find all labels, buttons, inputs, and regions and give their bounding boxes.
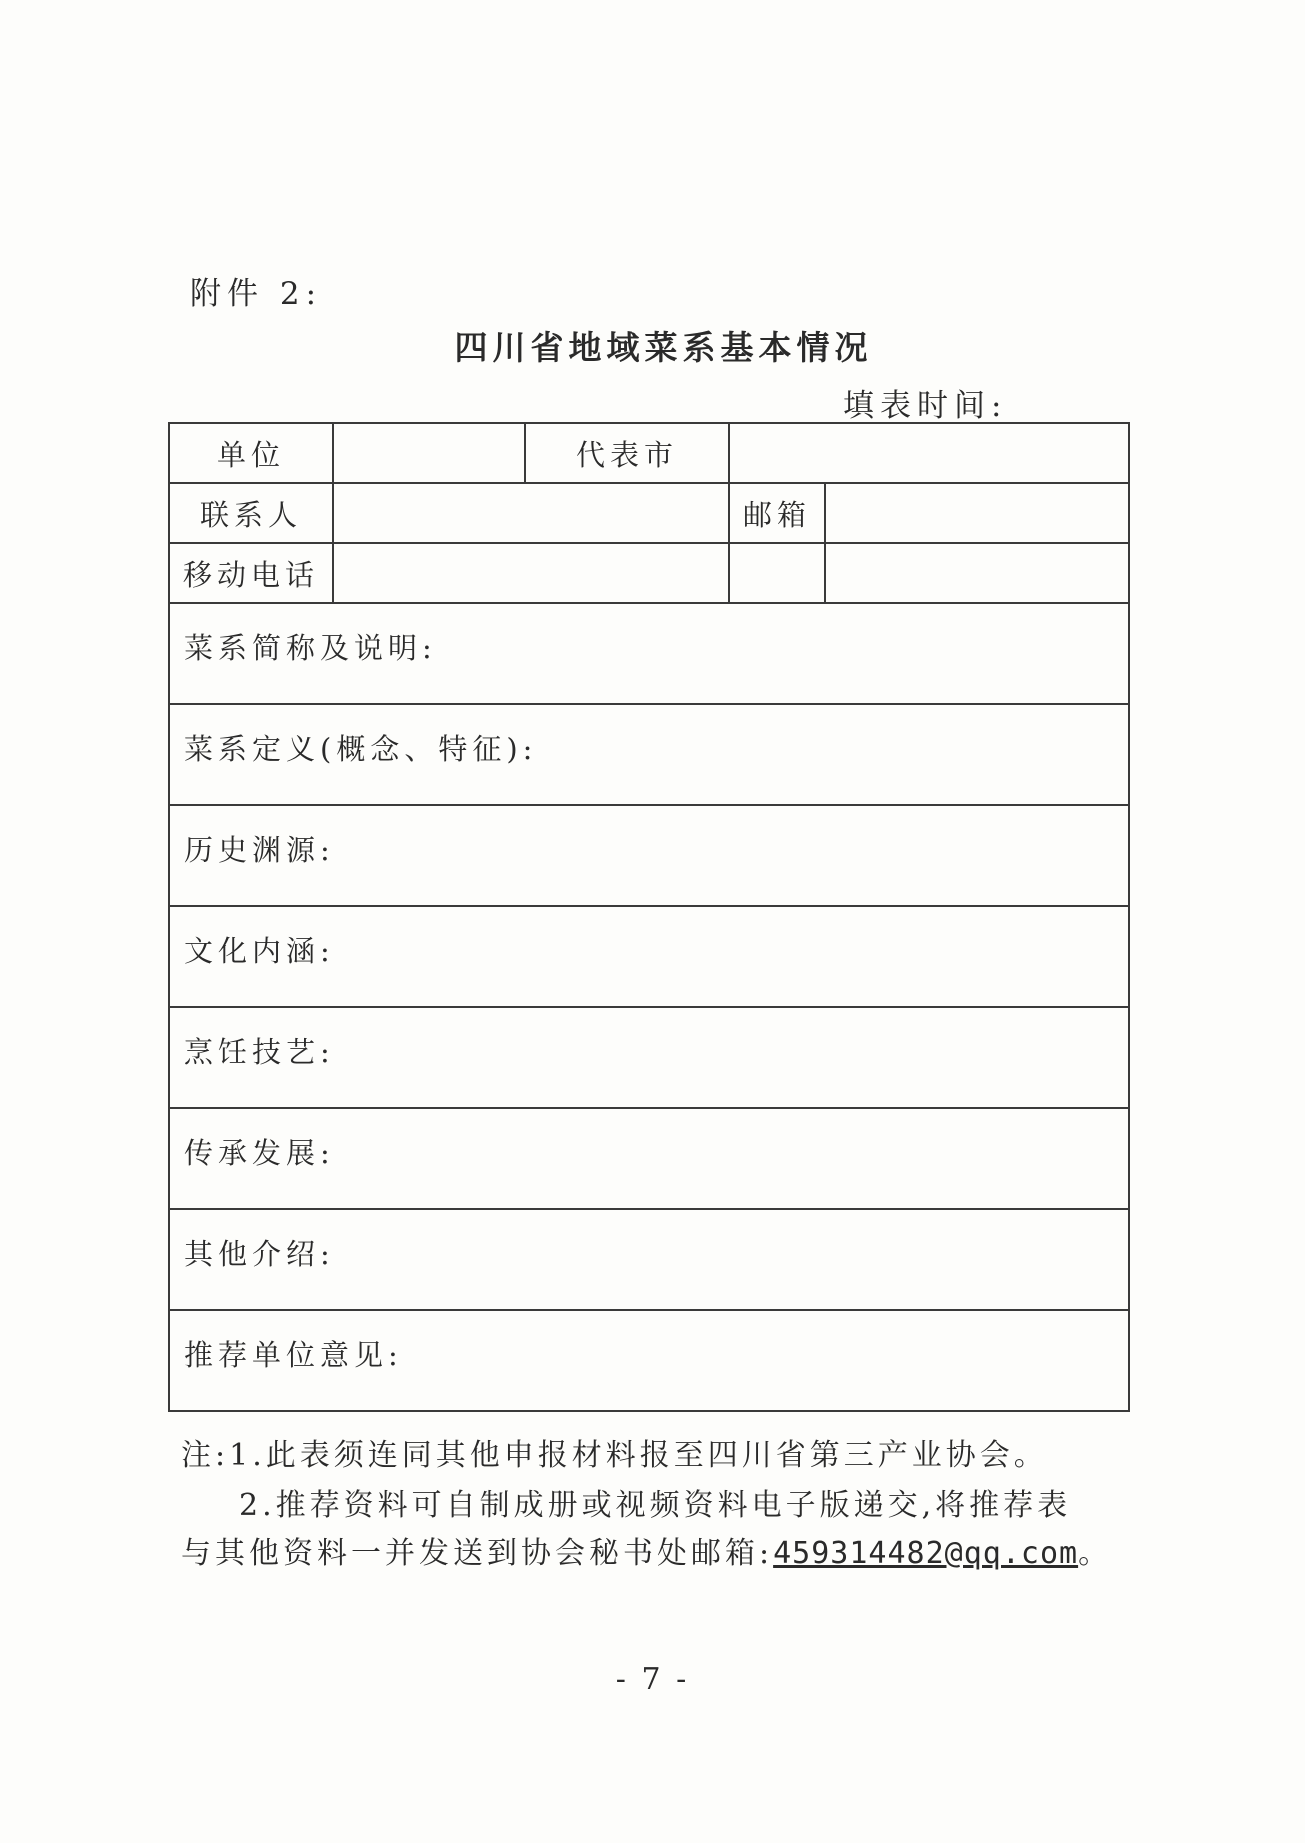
unit-field[interactable] [333,423,525,483]
section-recommendation[interactable]: 推荐单位意见: [169,1310,1129,1411]
representative-city-field[interactable] [729,423,1129,483]
section-history[interactable]: 历史渊源: [169,805,1129,906]
contact-label: 联系人 [169,483,333,543]
representative-city-label: 代表市 [525,423,729,483]
unit-label: 单位 [169,423,333,483]
note-2-line-2 [181,1530,1131,1578]
section-other[interactable]: 其他介绍: [169,1209,1129,1310]
fill-time-label: 填表时间: [843,388,1008,424]
section-culture[interactable]: 文化内涵: [169,906,1129,1007]
page-title: 四川省地域菜系基本情况 [454,328,873,367]
page-number: - 7 - [615,1662,690,1697]
email-label: 邮箱 [729,483,825,543]
info-form-table [168,422,1130,1412]
blank-cell[interactable] [729,543,825,603]
note-2-end: 。 [1078,1536,1113,1571]
section-cuisine-definition[interactable]: 菜系定义(概念、特征): [169,704,1129,805]
email-link[interactable]: 459314482@qq.com [773,1536,1079,1571]
note-2-line-1: 2.推荐资料可自制成册或视频资料电子版递交,将推荐表 [239,1488,1072,1523]
note-1: 注:1.此表须连同其他申报材料报至四川省第三产业协会。 [181,1438,1048,1473]
section-cooking-skills[interactable]: 烹饪技艺: [169,1007,1129,1108]
section-cuisine-abbreviation[interactable]: 菜系简称及说明: [169,603,1129,704]
email-field[interactable] [825,483,1129,543]
blank-cell[interactable] [825,543,1129,603]
note-2 [181,1482,1131,1578]
attachment-label: 附件 2: [190,276,323,312]
mobile-field[interactable] [333,543,729,603]
section-inheritance[interactable]: 传承发展: [169,1108,1129,1209]
note-2-text: 与其他资料一并发送到协会秘书处邮箱: [181,1536,774,1571]
mobile-label: 移动电话 [169,543,333,603]
contact-field[interactable] [333,483,729,543]
